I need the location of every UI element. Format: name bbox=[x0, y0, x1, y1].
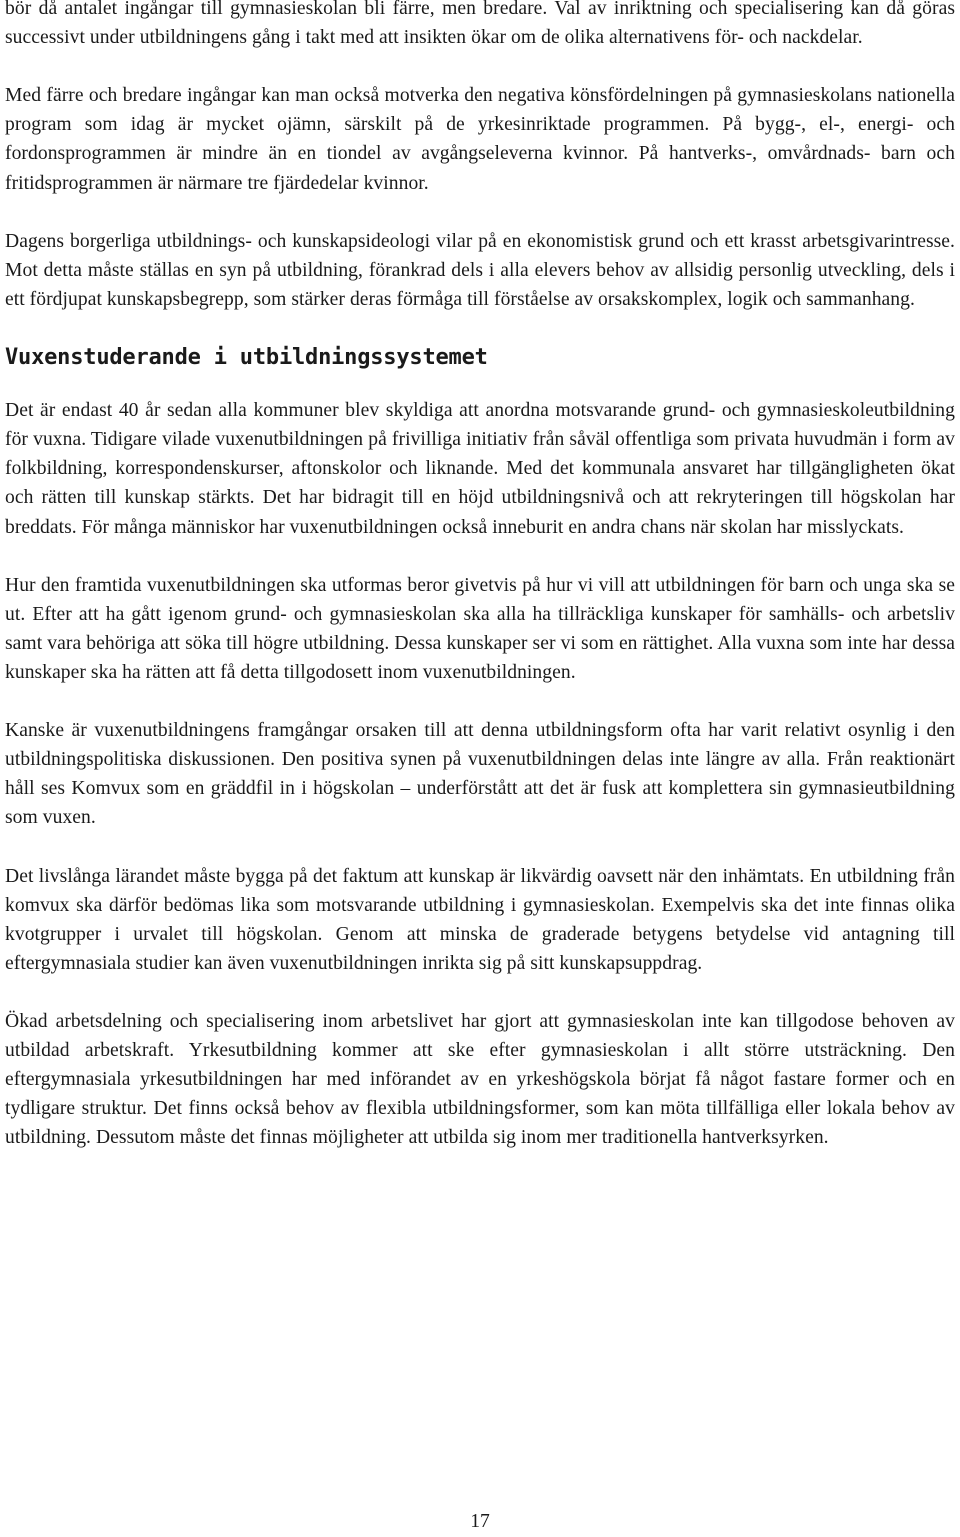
section-heading: Vuxenstuderande i utbildningssystemet bbox=[5, 345, 488, 371]
paragraph-arbetsdelning: Ökad arbetsdelning och specialisering inom arbetslivet har gjort att gymnasieskolan inte kan tillgodose behoven av utbildad arbetskraft. Yrkesutbildning kommer att ske efter gymnasieskolan i allt större utsträckning. Den eftergymnasiala yrkesutbildningen har med införandet av en yrkeshögskola börjat få något fastare former och en tydligare struktur. Det finns också behov av flexibla utbildningsformer, som kan möta tillfälliga eller lokala behov av utbildning. Dessutom måste det finnas möjligheter att utbilda sig inom mer traditionella hantverksyrken. bbox=[5, 1011, 955, 1149]
paragraph-livslangt-larande: Det livslånga lärandet måste bygga på det faktum att kunskap är likvärdig oavsett när den inhämtats. En utbildning från komvux ska därför bedömas lika som motsvarande utbildning i gymnasieskolan. Exempelvis ska det inte finnas olika kvotgrupper i urvalet till högskolan. Genom att minska de graderade betygens betydelse vid antagning till eftergymnasiala studier kan även vuxenutbildningen inrikta sig på sitt kunskapsuppdrag. bbox=[5, 865, 955, 974]
page-number: 17 bbox=[470, 1511, 490, 1532]
paragraph-kunskapsideologi: Dagens borgerliga utbildnings- och kunskapsideologi vilar på en ekonomistisk grund och ett krasst arbetsgivarintresse. Mot detta måste ställas en syn på utbildning, förankrad dels i alla elevers behov av allsidig personlig utveckling, dels i ett fördjupat kunskapsbegrepp, som stärker deras förmåga till förståelse av orsakskomplex, logik och sammanhang. bbox=[5, 230, 955, 310]
paragraph-konsfordelning: Med färre och bredare ingångar kan man också motverka den negativa könsfördelningen på gymnasieskolans nationella program som idag är mycket ojämn, särskilt på de yrkesinriktade programmen. På bygg-, el-, energi- och fordonsprogrammen är mindre än en tiondel av avgångseleverna kvinnor. På hantverks-, omvårdnads- barn och fritidsprogrammen är närmare tre fjärdedelar kvinnor. bbox=[5, 85, 955, 194]
document-page bbox=[5, 0, 955, 1182]
paragraph-gymnasieskolan-ingangar: bör då antalet ingångar till gymnasieskolan bli färre, men bredare. Val av inriktning och specialisering kan då göras successivt under utbildningens gång i takt med att insikten ökar om de olika alternativens för- och nackdelar. bbox=[5, 0, 955, 49]
paragraph-framtida-vuxenutbildning: Hur den framtida vuxenutbildningen ska utformas beror givetvis på hur vi vill att utbildningen för barn och unga ska se ut. Efter att ha gått igenom grund- och gymnasieskolan ska alla ha tillräckliga kunskaper för samhälls- och arbetsliv samt vara behöriga att söka till högre utbildning. Dessa kunskaper ser vi som en rättighet. Alla vuxna som inte har dessa kunskaper ska ha rätten att få detta tillgodosett inom vuxenutbildningen. bbox=[5, 574, 955, 683]
paragraph-vuxenutbildningens-framgangar: Kanske är vuxenutbildningens framgångar orsaken till att denna utbildningsform ofta har varit relativt osynlig i den utbildningspolitiska diskussionen. Den positiva synen på vuxenutbildningen delas inte längre av alla. Från reaktionärt håll ses Komvux som en gräddfil in i högskolan – underförstått att det är fusk att komplettera sin gymnasieutbildning som vuxen. bbox=[5, 720, 955, 829]
paragraph-vuxenutbildning-historia: Det är endast 40 år sedan alla kommuner blev skyldiga att anordna motsvarande grund- och gymnasieskoleutbildning för vuxna. Tidigare vilade vuxenutbildningen på frivilliga initiativ från såväl offentliga som privata huvudmän i form av folkbildning, korrespondenskurser, aftonskolor och liknande. Med det kommunala ansvaret har tillgängligheten ökat och rätten till kunskap stärkts. Det har bidragit till en höjd utbildningsnivå och att rekryteringen till högskolan har breddats. För många människor har vuxenutbildningen också inneburit en andra chans när skolan har misslyckats. bbox=[5, 400, 955, 538]
